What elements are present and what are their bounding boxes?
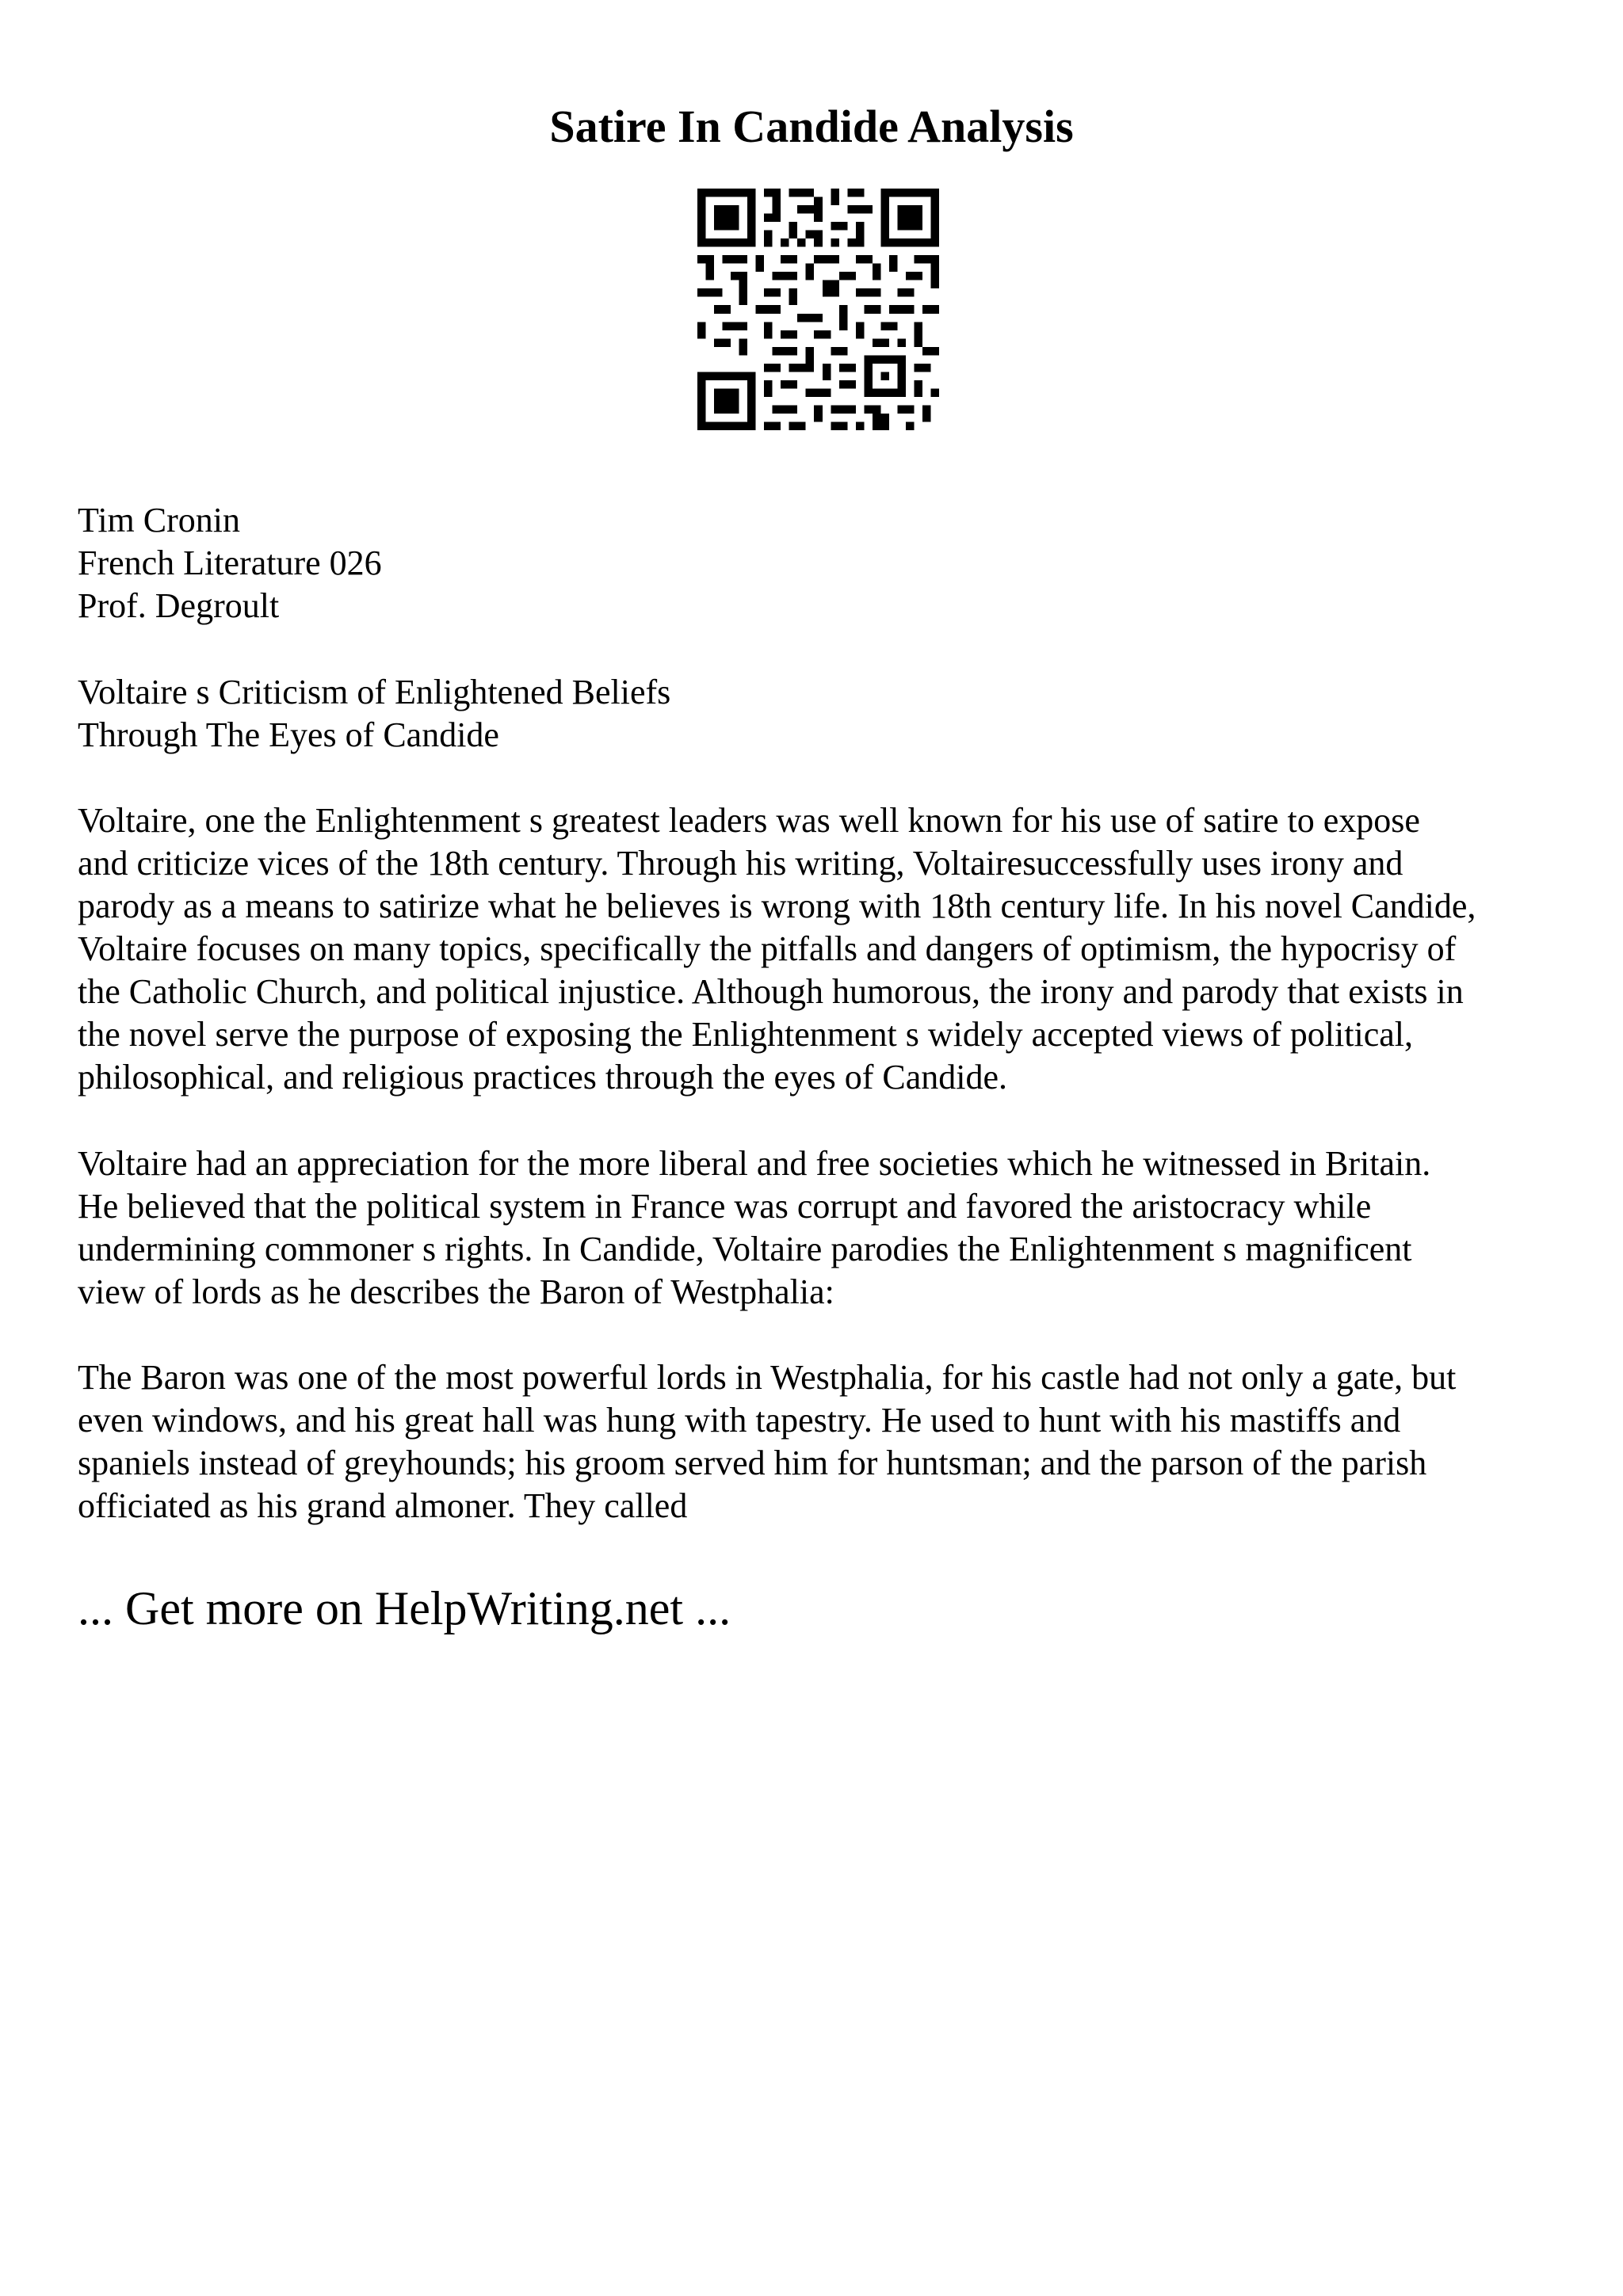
paragraph-line: undermining commoner s rights. In Candide, Voltaire parodies the Enlightenment s magnificent	[78, 1230, 1412, 1268]
paragraph-line: the novel serve the purpose of exposing the Enlightenment s widely accepted views of political,	[78, 1015, 1413, 1054]
author-block	[78, 499, 1560, 627]
qr-code	[697, 189, 939, 430]
paragraph-line: philosophical, and religious practices through the eyes of Candide.	[78, 1058, 1008, 1097]
paragraph-line: He believed that the political system in France was corrupt and favored the aristocracy while	[78, 1187, 1372, 1226]
paragraph-1	[78, 799, 1560, 1099]
paragraph-3-quote	[78, 1356, 1560, 1527]
paragraph-line: spaniels instead of greyhounds; his groom served him for huntsman; and the parson of the parish	[78, 1444, 1427, 1482]
paragraph-line: the Catholic Church, and political injustice. Although humorous, the irony and parody that exists in	[78, 972, 1464, 1011]
professor-name: Prof. Degroult	[78, 586, 280, 625]
essay-title	[78, 671, 1560, 757]
paragraph-line: Voltaire had an appreciation for the more liberal and free societies which he witnessed in Britain.	[78, 1144, 1431, 1183]
document-title: Satire In Candide Analysis	[549, 101, 1074, 152]
author-name: Tim Cronin	[78, 501, 241, 540]
get-more-link[interactable]: ... Get more on HelpWriting.net ...	[78, 1582, 731, 1634]
paragraph-line: Voltaire, one the Enlightenment s greatest leaders was well known for his use of satire to expose	[78, 801, 1420, 840]
paragraph-line: and criticize vices of the 18th century. Through his writing, Voltairesuccessfully uses irony and	[78, 844, 1403, 883]
paragraph-line: The Baron was one of the most powerful lords in Westphalia, for his castle had not only a gate, but	[78, 1358, 1457, 1397]
paragraph-line: view of lords as he describes the Baron of Westphalia:	[78, 1272, 834, 1311]
paragraph-line: officiated as his grand almoner. They called	[78, 1486, 688, 1525]
qr-code-icon	[697, 189, 939, 430]
essay-title-line: Through The Eyes of Candide	[78, 715, 499, 754]
essay-title-line: Voltaire s Criticism of Enlightened Beliefs	[78, 673, 671, 711]
paragraph-2	[78, 1142, 1560, 1314]
paragraph-line: parody as a means to satirize what he believes is wrong with 18th century life. In his novel Candide,	[78, 887, 1476, 925]
course-name: French Literature 026	[78, 543, 382, 582]
paragraph-line: even windows, and his great hall was hung with tapestry. He used to hunt with his mastiffs and	[78, 1401, 1401, 1440]
paragraph-line: Voltaire focuses on many topics, specifically the pitfalls and dangers of optimism, the hypocrisy of	[78, 929, 1457, 968]
